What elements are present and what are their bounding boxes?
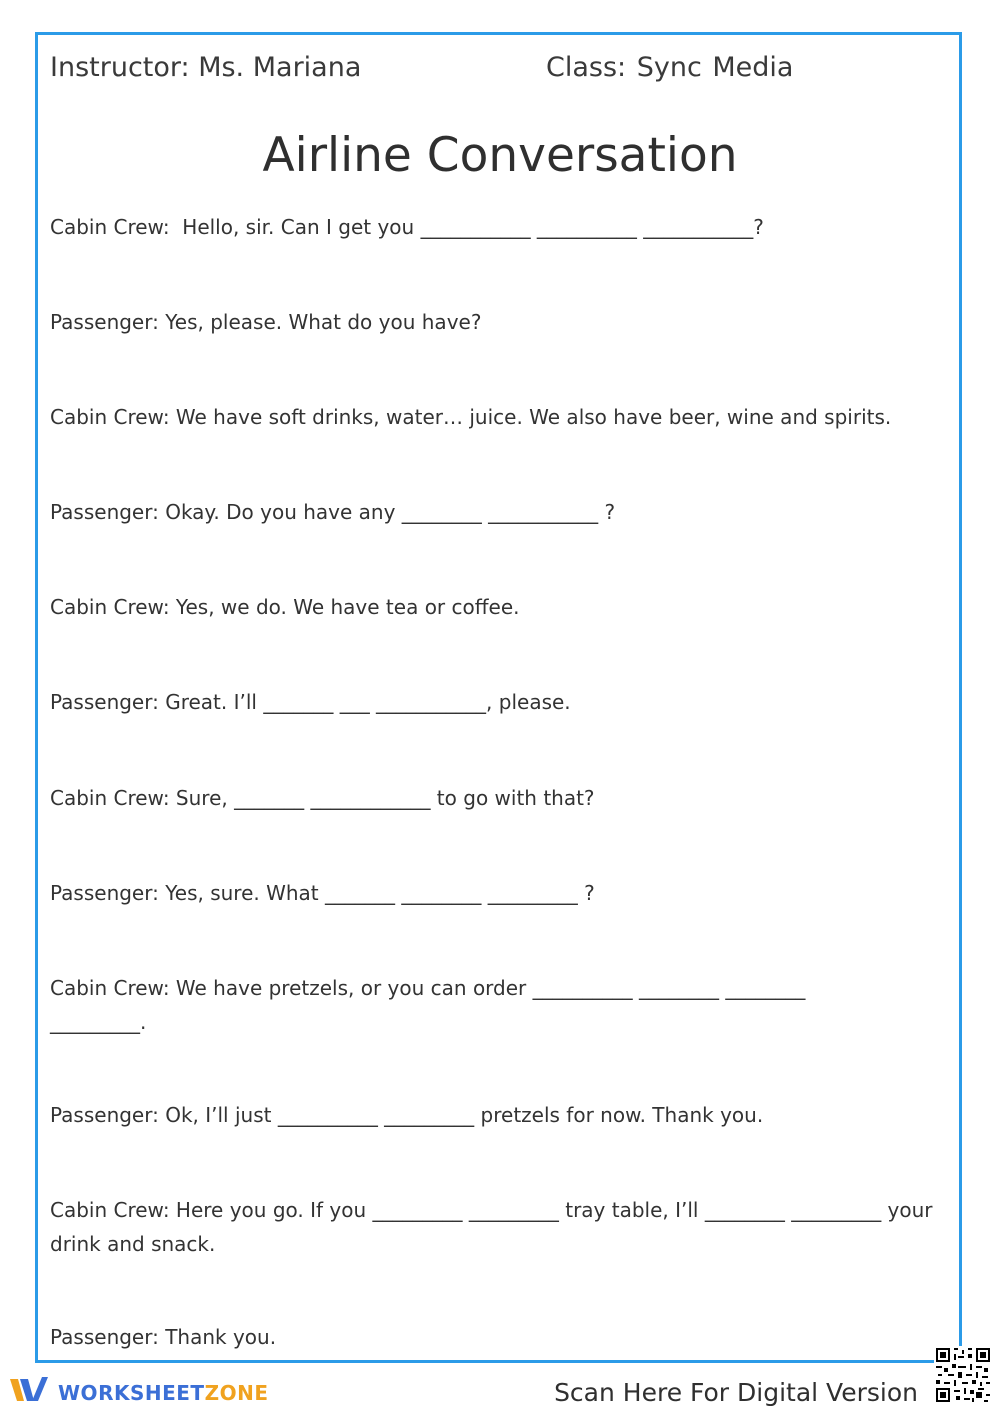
dialogue-line: Cabin Crew: Hello, sir. Can I get you ___________ __________ ___________? <box>50 215 764 239</box>
instructor-label: Instructor: Ms. Mariana <box>50 52 362 83</box>
qr-code-icon[interactable] <box>934 1346 992 1404</box>
dialogue-line: Cabin Crew: We have soft drinks, water… juice. We also have beer, wine and spirits. <box>50 405 892 429</box>
dialogue-line: Cabin Crew: We have pretzels, or you can order __________ ________ ________ _________. <box>50 976 812 1034</box>
dialogue-line: Passenger: Ok, I’ll just __________ _________ pretzels for now. Thank you. <box>50 1103 764 1127</box>
brand-name: WORKSHEETZONE <box>58 1381 269 1405</box>
scan-instruction: Scan Here For Digital Version <box>554 1378 918 1407</box>
dialogue-line: Cabin Crew: Here you go. If you _________ _________ tray table, I’ll ________ _________ your drink and snack. <box>50 1198 939 1256</box>
dialogue-line: Passenger: Okay. Do you have any ________ ___________ ? <box>50 500 616 524</box>
dialogue-line: Passenger: Great. I’ll _______ ___ ___________, please. <box>50 690 571 714</box>
dialogue-line: Passenger: Thank you. <box>50 1325 277 1349</box>
dialogue-line: Passenger: Yes, sure. What _______ ________ _________ ? <box>50 881 595 905</box>
worksheetzone-brand <box>10 1377 268 1409</box>
dialogue-line: Cabin Crew: Sure, _______ ____________ to go with that? <box>50 786 595 810</box>
page-title: Airline Conversation <box>262 128 738 183</box>
class-label: Class: Sync Media <box>546 52 794 83</box>
dialogue-line: Cabin Crew: Yes, we do. We have tea or coffee. <box>50 595 520 619</box>
worksheetzone-logo-icon <box>10 1375 50 1411</box>
dialogue-line: Passenger: Yes, please. What do you have? <box>50 310 482 334</box>
